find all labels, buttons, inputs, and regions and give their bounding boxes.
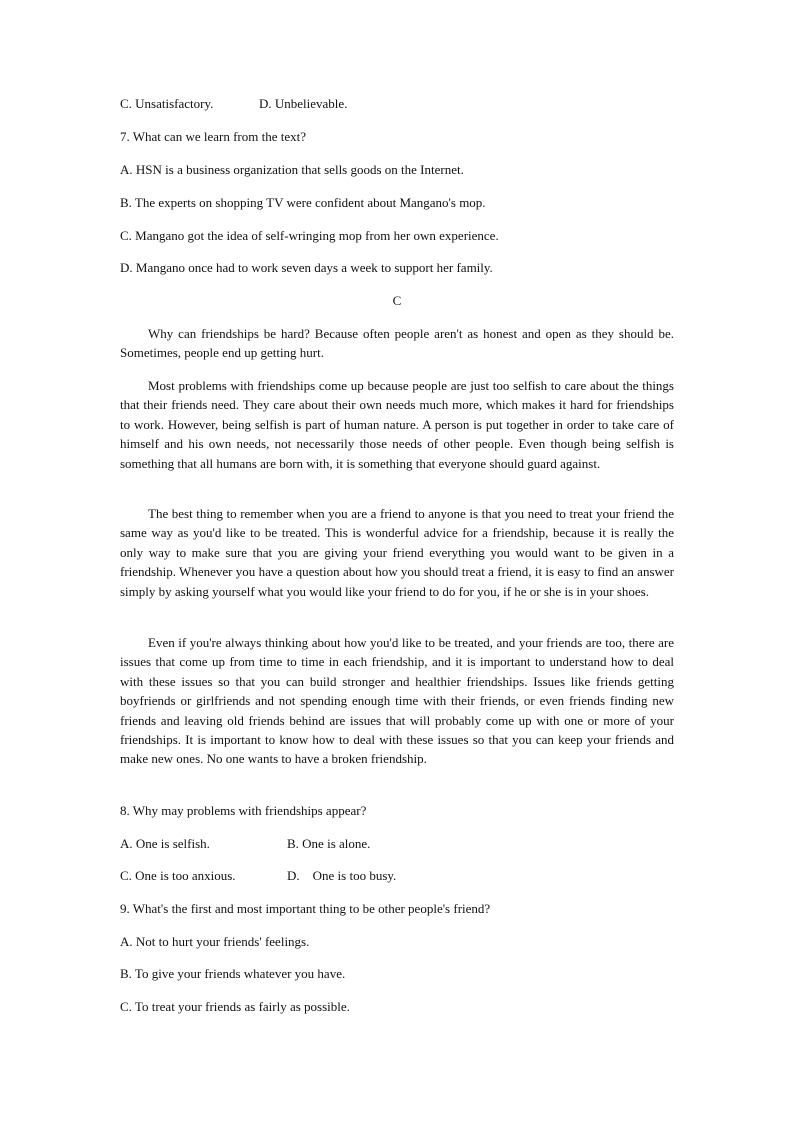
q9-question: 9. What's the first and most important thing to be other people's friend? [120,901,491,916]
q7-option-b: B. The experts on shopping TV were confident about Mangano's mop. [120,195,486,210]
q8-options-row-2 [120,867,397,885]
q6-option-c: C. Unsatisfactory. [120,96,214,111]
q9-option-c: C. To treat your friends as fairly as possible. [120,999,350,1014]
q7-option-d: D. Mangano once had to work seven days a week to support her family. [120,260,493,275]
q7-option-a: A. HSN is a business organization that sells goods on the Internet. [120,162,464,177]
q7-option-c: C. Mangano got the idea of self-wringing mop from her own experience. [120,228,499,243]
q8-option-a: A. One is selfish. [120,836,210,851]
passage-paragraph-4: Even if you're always thinking about how you'd like to be treated, and your friends are too, there are issues that come up from time to time in each friendship, and it is important to understand how to deal with these issues so that you can build stronger and healthier friendships. Issues like friends getting boyfriends or girlfriends and not spending enough time with their friends, or even friends finding new friends and leaving old friends behind are issues that will probably come up with one or more of your friendships. It is important to know how to deal with these issues so that you can keep your friends and make new ones. No one wants to have a broken friendship. [120,635,674,767]
q8-options-row-1 [120,835,371,853]
passage-paragraph-3: The best thing to remember when you are a friend to anyone is that you need to treat your friend the same way as you'd like to be treated. This is wonderful advice for a friendship, because it is really the only way to make sure that you are giving your friend everything you would want to be given in a friendship. Whenever you have a question about how you should treat a friend, it is easy to find an answer simply by asking yourself what you would like your friend to do for you, if he or she is in your shoes. [120,506,674,599]
passage-paragraph-1: Why can friendships be hard? Because often people aren't as honest and open as they should be. Sometimes, people end up getting hurt. [120,326,674,361]
q6-options-row [120,95,348,113]
q9-option-b: B. To give your friends whatever you have. [120,966,346,981]
q8-option-d: D. One is too busy. [287,868,397,883]
q8-question: 8. Why may problems with friendships appear? [120,803,367,818]
q9-option-a: A. Not to hurt your friends' feelings. [120,934,310,949]
q8-option-c: C. One is too anxious. [120,868,236,883]
q7-question: 7. What can we learn from the text? [120,129,307,144]
section-label: C [392,293,402,308]
q8-option-b: B. One is alone. [287,836,371,851]
passage-paragraph-2: Most problems with friendships come up because people are just too selfish to care about the things that their friends need. They care about their own needs much more, which makes it hard for friendships to work. However, being selfish is part of human nature. A person is put together in order to take care of himself and his own needs, not necessarily those needs of other people. Even though being selfish is something that all humans are born with, it is something that everyone should guard against. [120,378,674,471]
q6-option-d: D. Unbelievable. [259,96,348,111]
